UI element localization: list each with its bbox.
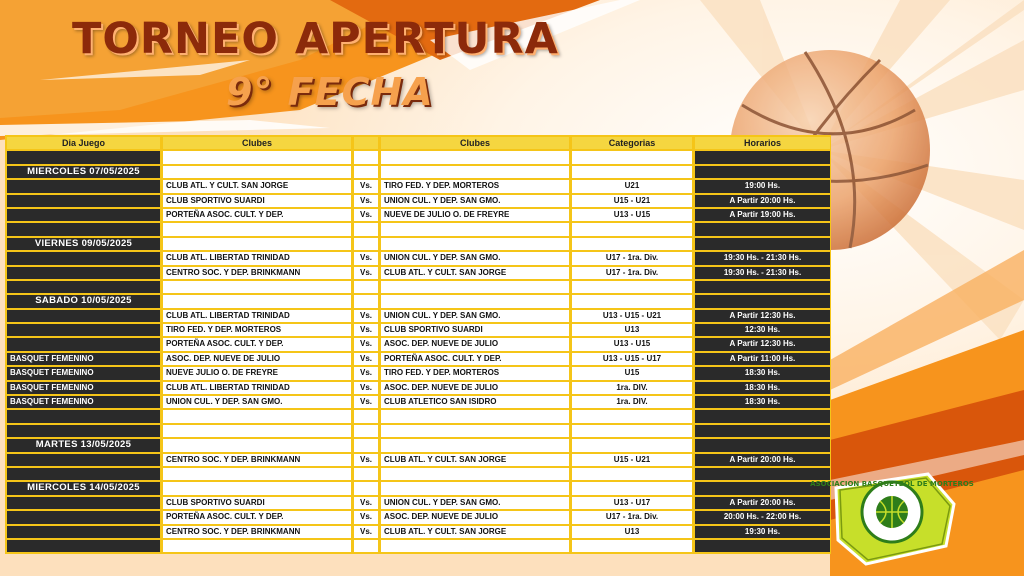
day-cell xyxy=(7,324,160,336)
day-cell xyxy=(7,454,160,466)
blank-time-cell xyxy=(695,151,830,163)
day-cell: BASQUET FEMENINO xyxy=(7,353,160,365)
blank-category-cell xyxy=(572,295,692,307)
blank-home-club-cell xyxy=(163,425,351,437)
home-club-cell: CENTRO SOC. Y DEP. BRINKMANN xyxy=(163,454,351,466)
away-club-cell: TIRO FED. Y DEP. MORTEROS xyxy=(381,367,569,379)
home-club-cell: CLUB ATL. LIBERTAD TRINIDAD xyxy=(163,382,351,394)
blank-away-club-cell xyxy=(381,540,569,552)
time-cell: A Partir 20:00 Hs. xyxy=(695,454,830,466)
category-cell: U13 - U15 - U21 xyxy=(572,310,692,322)
page-subtitle: 9° FECHA xyxy=(226,70,434,114)
day-cell xyxy=(7,526,160,538)
blank-vs-cell xyxy=(354,439,378,451)
away-club-cell: UNION CUL. Y DEP. SAN GMO. xyxy=(381,497,569,509)
home-club-cell: CENTRO SOC. Y DEP. BRINKMANN xyxy=(163,267,351,279)
blank-vs-cell xyxy=(354,295,378,307)
category-cell: U15 - U21 xyxy=(572,195,692,207)
day-cell: BASQUET FEMENINO xyxy=(7,382,160,394)
blank-category-cell xyxy=(572,281,692,293)
blank-time-cell xyxy=(695,540,830,552)
blank-away-club-cell xyxy=(381,166,569,178)
schedule-table xyxy=(5,135,831,554)
home-club-cell: PORTEÑA ASOC. CULT. Y DEP. xyxy=(163,209,351,221)
category-cell: U13 - U15 - U17 xyxy=(572,353,692,365)
day-cell xyxy=(7,338,160,350)
away-club-cell: UNION CUL. Y DEP. SAN GMO. xyxy=(381,310,569,322)
date-cell: VIERNES 09/05/2025 xyxy=(7,238,160,250)
blank-time-cell xyxy=(695,238,830,250)
blank-category-cell xyxy=(572,166,692,178)
vs-cell: Vs. xyxy=(354,267,378,279)
blank-vs-cell xyxy=(354,281,378,293)
day-cell: BASQUET FEMENINO xyxy=(7,396,160,408)
time-cell: 19:30 Hs. - 21:30 Hs. xyxy=(695,252,830,264)
blank-time-cell xyxy=(695,166,830,178)
header-clubes-home: Clubes xyxy=(163,137,351,149)
blank-category-cell xyxy=(572,468,692,480)
date-cell: MIERCOLES 14/05/2025 xyxy=(7,482,160,494)
blank-away-club-cell xyxy=(381,151,569,163)
category-cell: U13 xyxy=(572,324,692,336)
blank-vs-cell xyxy=(354,425,378,437)
blank-away-club-cell xyxy=(381,238,569,250)
header-dia-juego: Dia Juego xyxy=(7,137,160,149)
day-cell xyxy=(7,310,160,322)
vs-cell: Vs. xyxy=(354,338,378,350)
time-cell: 19:30 Hs. xyxy=(695,526,830,538)
time-cell: 12:30 Hs. xyxy=(695,324,830,336)
blank-away-club-cell xyxy=(381,410,569,422)
away-club-cell: CLUB ATLETICO SAN ISIDRO xyxy=(381,396,569,408)
time-cell: A Partir 20:00 Hs. xyxy=(695,497,830,509)
blank-home-club-cell xyxy=(163,295,351,307)
date-cell: MIERCOLES 07/05/2025 xyxy=(7,166,160,178)
blank-vs-cell xyxy=(354,410,378,422)
blank-day-cell xyxy=(7,410,160,422)
vs-cell: Vs. xyxy=(354,310,378,322)
blank-day-cell xyxy=(7,540,160,552)
time-cell: 19:00 Hs. xyxy=(695,180,830,192)
date-cell: MARTES 13/05/2025 xyxy=(7,439,160,451)
day-cell xyxy=(7,180,160,192)
blank-home-club-cell xyxy=(163,238,351,250)
home-club-cell: PORTEÑA ASOC. CULT. Y DEP. xyxy=(163,338,351,350)
blank-time-cell xyxy=(695,468,830,480)
away-club-cell: UNION CUL. Y DEP. SAN GMO. xyxy=(381,252,569,264)
vs-cell: Vs. xyxy=(354,324,378,336)
blank-away-club-cell xyxy=(381,482,569,494)
blank-category-cell xyxy=(572,540,692,552)
category-cell: U15 - U21 xyxy=(572,454,692,466)
blank-category-cell xyxy=(572,238,692,250)
badge-text: ASOCIACION BASQUETBOL DE MORTEROS xyxy=(810,480,974,488)
away-club-cell: ASOC. DEP. NUEVE DE JULIO xyxy=(381,338,569,350)
home-club-cell: CENTRO SOC. Y DEP. BRINKMANN xyxy=(163,526,351,538)
blank-vs-cell xyxy=(354,540,378,552)
vs-cell: Vs. xyxy=(354,382,378,394)
blank-day-cell xyxy=(7,468,160,480)
blank-time-cell xyxy=(695,410,830,422)
vs-cell: Vs. xyxy=(354,195,378,207)
time-cell: A Partir 19:00 Hs. xyxy=(695,209,830,221)
category-cell: 1ra. DIV. xyxy=(572,382,692,394)
time-cell: A Partir 12:30 Hs. xyxy=(695,310,830,322)
home-club-cell: CLUB ATL. LIBERTAD TRINIDAD xyxy=(163,252,351,264)
category-cell: U17 - 1ra. Div. xyxy=(572,252,692,264)
blank-time-cell xyxy=(695,439,830,451)
time-cell: 20:00 Hs. - 22:00 Hs. xyxy=(695,511,830,523)
blank-category-cell xyxy=(572,223,692,235)
header-categorias: Categorias xyxy=(572,137,692,149)
blank-home-club-cell xyxy=(163,482,351,494)
blank-vs-cell xyxy=(354,238,378,250)
blank-away-club-cell xyxy=(381,468,569,480)
blank-category-cell xyxy=(572,439,692,451)
blank-home-club-cell xyxy=(163,540,351,552)
category-cell: U17 - 1ra. Div. xyxy=(572,511,692,523)
blank-category-cell xyxy=(572,151,692,163)
blank-time-cell xyxy=(695,281,830,293)
blank-category-cell xyxy=(572,410,692,422)
blank-vs-cell xyxy=(354,166,378,178)
vs-cell: Vs. xyxy=(354,180,378,192)
vs-cell: Vs. xyxy=(354,454,378,466)
vs-cell: Vs. xyxy=(354,367,378,379)
day-cell xyxy=(7,267,160,279)
blank-away-club-cell xyxy=(381,439,569,451)
vs-cell: Vs. xyxy=(354,396,378,408)
home-club-cell: CLUB ATL. LIBERTAD TRINIDAD xyxy=(163,310,351,322)
header-clubes-away: Clubes xyxy=(381,137,569,149)
category-cell: U13 - U17 xyxy=(572,497,692,509)
header-horarios: Horarios xyxy=(695,137,830,149)
category-cell: 1ra. DIV. xyxy=(572,396,692,408)
home-club-cell: CLUB ATL. Y CULT. SAN JORGE xyxy=(163,180,351,192)
blank-home-club-cell xyxy=(163,439,351,451)
page-title: TORNEO APERTURA xyxy=(72,14,559,64)
blank-away-club-cell xyxy=(381,295,569,307)
time-cell: A Partir 12:30 Hs. xyxy=(695,338,830,350)
blank-day-cell xyxy=(7,281,160,293)
blank-time-cell xyxy=(695,223,830,235)
blank-away-club-cell xyxy=(381,281,569,293)
home-club-cell: ASOC. DEP. NUEVE DE JULIO xyxy=(163,353,351,365)
blank-day-cell xyxy=(7,425,160,437)
blank-away-club-cell xyxy=(381,425,569,437)
header-vs xyxy=(354,137,378,149)
time-cell: A Partir 20:00 Hs. xyxy=(695,195,830,207)
day-cell xyxy=(7,252,160,264)
home-club-cell: UNION CUL. Y DEP. SAN GMO. xyxy=(163,396,351,408)
category-cell: U13 - U15 xyxy=(572,209,692,221)
vs-cell: Vs. xyxy=(354,209,378,221)
time-cell: 19:30 Hs. - 21:30 Hs. xyxy=(695,267,830,279)
blank-day-cell xyxy=(7,151,160,163)
home-club-cell: CLUB SPORTIVO SUARDI xyxy=(163,195,351,207)
blank-home-club-cell xyxy=(163,468,351,480)
blank-home-club-cell xyxy=(163,223,351,235)
category-cell: U13 - U15 xyxy=(572,338,692,350)
vs-cell: Vs. xyxy=(354,252,378,264)
date-cell: SABADO 10/05/2025 xyxy=(7,295,160,307)
day-cell: BASQUET FEMENINO xyxy=(7,367,160,379)
blank-home-club-cell xyxy=(163,151,351,163)
away-club-cell: CLUB ATL. Y CULT. SAN JORGE xyxy=(381,526,569,538)
home-club-cell: CLUB SPORTIVO SUARDI xyxy=(163,497,351,509)
blank-home-club-cell xyxy=(163,281,351,293)
away-club-cell: NUEVE DE JULIO O. DE FREYRE xyxy=(381,209,569,221)
blank-away-club-cell xyxy=(381,223,569,235)
blank-time-cell xyxy=(695,295,830,307)
away-club-cell: PORTEÑA ASOC. CULT. Y DEP. xyxy=(381,353,569,365)
home-club-cell: PORTEÑA ASOC. CULT. Y DEP. xyxy=(163,511,351,523)
vs-cell: Vs. xyxy=(354,497,378,509)
category-cell: U13 xyxy=(572,526,692,538)
category-cell: U21 xyxy=(572,180,692,192)
time-cell: A Partir 11:00 Hs. xyxy=(695,353,830,365)
vs-cell: Vs. xyxy=(354,511,378,523)
day-cell xyxy=(7,497,160,509)
home-club-cell: NUEVE JULIO O. DE FREYRE xyxy=(163,367,351,379)
time-cell: 18:30 Hs. xyxy=(695,382,830,394)
blank-vs-cell xyxy=(354,468,378,480)
day-cell xyxy=(7,195,160,207)
time-cell: 18:30 Hs. xyxy=(695,396,830,408)
blank-home-club-cell xyxy=(163,410,351,422)
vs-cell: Vs. xyxy=(354,526,378,538)
blank-home-club-cell xyxy=(163,166,351,178)
away-club-cell: CLUB ATL. Y CULT. SAN JORGE xyxy=(381,267,569,279)
blank-vs-cell xyxy=(354,482,378,494)
blank-category-cell xyxy=(572,425,692,437)
time-cell: 18:30 Hs. xyxy=(695,367,830,379)
vs-cell: Vs. xyxy=(354,353,378,365)
away-club-cell: ASOC. DEP. NUEVE DE JULIO xyxy=(381,511,569,523)
blank-vs-cell xyxy=(354,151,378,163)
blank-time-cell xyxy=(695,425,830,437)
association-badge xyxy=(810,460,974,570)
away-club-cell: TIRO FED. Y DEP. MORTEROS xyxy=(381,180,569,192)
blank-day-cell xyxy=(7,223,160,235)
away-club-cell: ASOC. DEP. NUEVE DE JULIO xyxy=(381,382,569,394)
away-club-cell: UNION CUL. Y DEP. SAN GMO. xyxy=(381,195,569,207)
blank-vs-cell xyxy=(354,223,378,235)
category-cell: U15 xyxy=(572,367,692,379)
home-club-cell: TIRO FED. Y DEP. MORTEROS xyxy=(163,324,351,336)
away-club-cell: CLUB ATL. Y CULT. SAN JORGE xyxy=(381,454,569,466)
category-cell: U17 - 1ra. Div. xyxy=(572,267,692,279)
day-cell xyxy=(7,511,160,523)
day-cell xyxy=(7,209,160,221)
blank-category-cell xyxy=(572,482,692,494)
away-club-cell: CLUB SPORTIVO SUARDI xyxy=(381,324,569,336)
